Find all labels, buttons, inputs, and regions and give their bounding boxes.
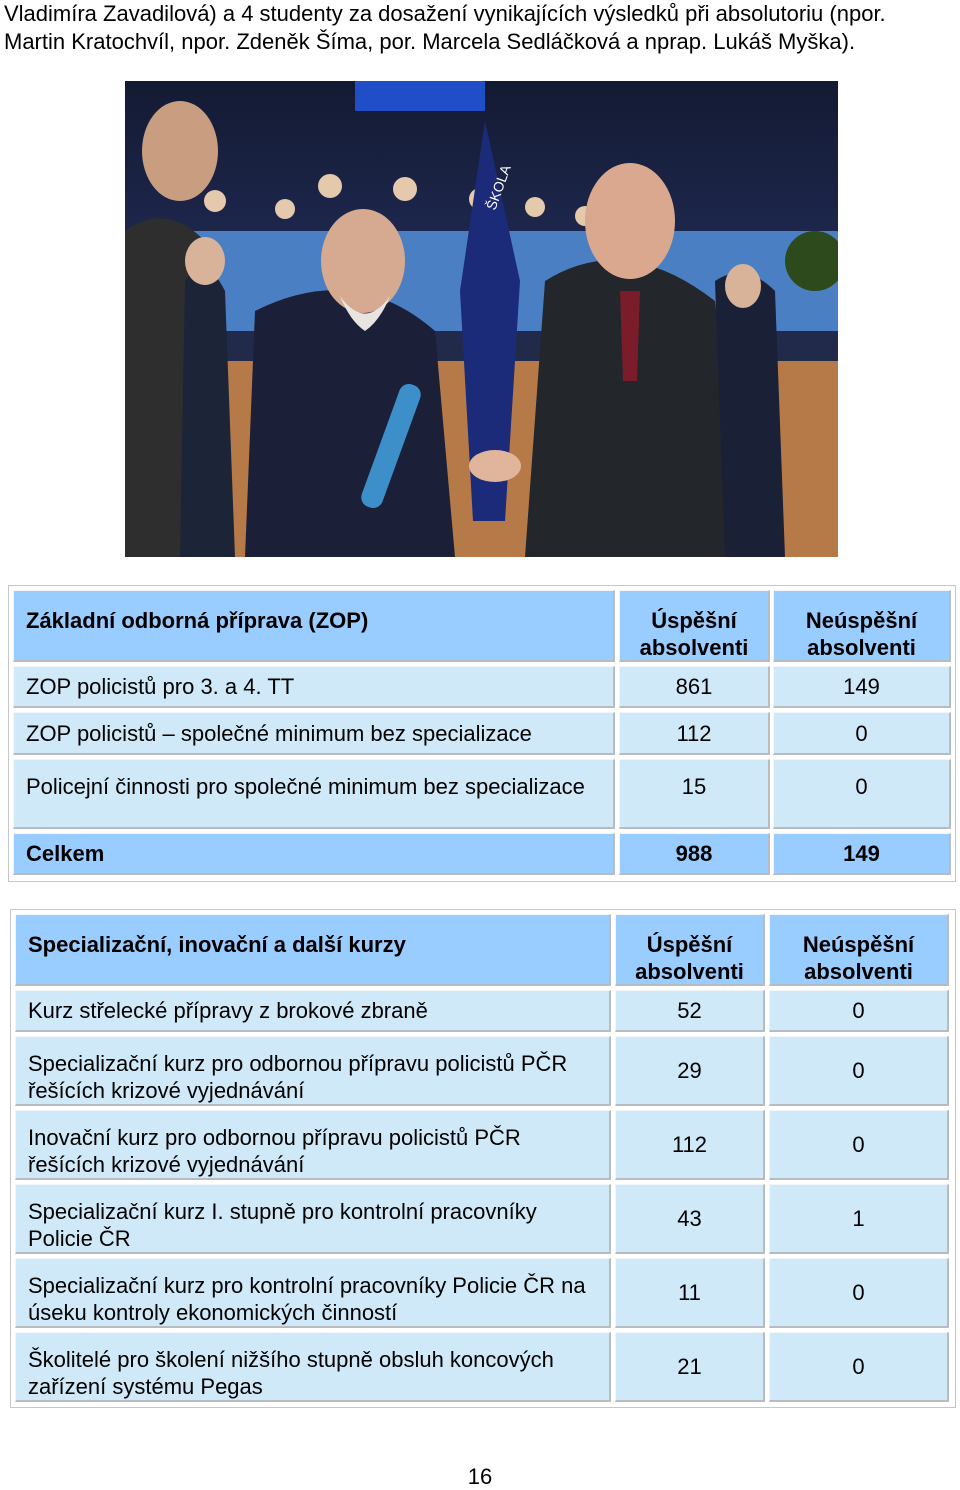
table-row-success: 15 xyxy=(619,759,770,829)
table-row-success: 21 xyxy=(615,1332,765,1402)
intro-line: Martin Kratochvíl, npor. Zdeněk Šíma, por. Marcela Sedláčková a nprap. Lukáš Myška). xyxy=(4,29,856,54)
table-row-label: Školitelé pro školení nižšího stupně obsluh koncových zařízení systému Pegas xyxy=(15,1332,611,1402)
table-row-fail: 1 xyxy=(769,1184,949,1254)
table-row-label: Kurz střelecké přípravy z brokové zbraně xyxy=(15,990,611,1032)
kurzy-table xyxy=(10,909,956,1408)
table-row-fail: 0 xyxy=(773,759,951,829)
older-man xyxy=(245,290,455,557)
handshake xyxy=(469,450,521,482)
page-number: 16 xyxy=(467,1464,493,1489)
table-total-label: Celkem xyxy=(13,833,615,875)
table-row-success: 861 xyxy=(619,666,770,708)
table-total-success: 988 xyxy=(619,833,770,875)
table-row-fail: 149 xyxy=(773,666,951,708)
zop-header-success: Úspěšní absolventi xyxy=(619,590,770,662)
table-row-label: Specializační kurz I. stupně pro kontrolní pracovníky Policie ČR xyxy=(15,1184,611,1254)
svg-text:ŠKOLA: ŠKOLA xyxy=(482,162,514,213)
table-row-success: 43 xyxy=(615,1184,765,1254)
table-row-label: Specializační kurz pro kontrolní pracovníky Policie ČR na úseku kontroly ekonomických činností xyxy=(15,1258,611,1328)
intro-paragraph xyxy=(4,0,954,56)
eu-flag xyxy=(355,81,485,111)
kurzy-header-success: Úspěšní absolventi xyxy=(615,914,765,986)
table-row-label: Policejní činnosti pro společné minimum bez specializace xyxy=(13,759,615,829)
table-row-label: Inovační kurz pro odbornou přípravu policistů PČR řešících krizové vyjednávání xyxy=(15,1110,611,1180)
intro-line: Vladimíra Zavadilová) a 4 studenty za dosažení vynikajících výsledků při absolutoriu (npor. xyxy=(4,1,886,26)
table-row-fail: 0 xyxy=(769,1258,949,1328)
table-row-fail: 0 xyxy=(769,1332,949,1402)
table-total-fail: 149 xyxy=(773,833,951,875)
table-row-success: 52 xyxy=(615,990,765,1032)
table-row-fail: 0 xyxy=(769,1036,949,1106)
table-row-label: Specializační kurz pro odbornou přípravu policistů PČR řešících krizové vyjednávání xyxy=(15,1036,611,1106)
photo-illustration xyxy=(125,81,838,557)
kurzy-header-course: Specializační, inovační a další kurzy xyxy=(15,914,611,986)
table-row-label: ZOP policistů – společné minimum bez specializace xyxy=(13,712,615,755)
table-row-success: 29 xyxy=(615,1036,765,1106)
table-row-label: ZOP policistů pro 3. a 4. TT xyxy=(13,666,615,708)
zop-header-fail: Neúspěšní absolventi xyxy=(773,590,951,662)
table-row-fail: 0 xyxy=(773,712,951,755)
zop-table xyxy=(8,585,956,882)
zop-header-course: Základní odborná příprava (ZOP) xyxy=(13,590,615,662)
table-row-success: 11 xyxy=(615,1258,765,1328)
kurzy-header-fail: Neúspěšní absolventi xyxy=(769,914,949,986)
table-row-success: 112 xyxy=(615,1110,765,1180)
table-row-success: 112 xyxy=(619,712,770,755)
table-row-fail: 0 xyxy=(769,990,949,1032)
ceremony-handshake-photo xyxy=(125,81,838,557)
table-row-fail: 0 xyxy=(769,1110,949,1180)
